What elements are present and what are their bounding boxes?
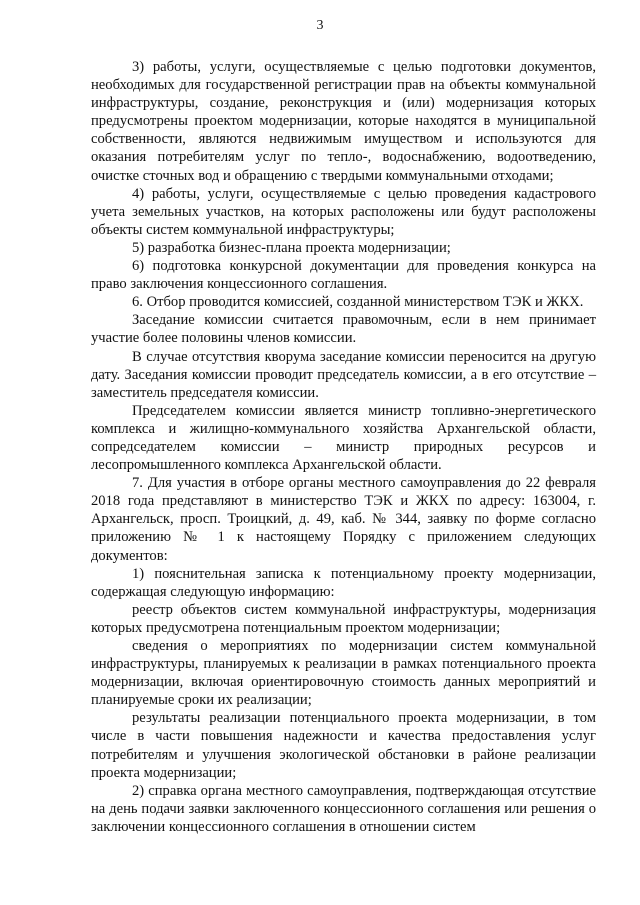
paragraph: В случае отсутствия кворума заседание комиссии переносится на другую дату. Заседания комиссии проводит председатель комиссии, а в его отсутствие – заместитель председателя комиссии.: [91, 348, 596, 401]
paragraph: 6. Отбор проводится комиссией, созданной министерством ТЭК и ЖКХ.: [132, 294, 584, 311]
page-number: 3: [316, 18, 324, 33]
paragraph: 2) справка органа местного самоуправления, подтверждающая отсутствие на день подачи заявки заключенного концессионного соглашения или решения о заключении концессионного соглашения в отношении систем: [91, 782, 596, 835]
paragraph: 4) работы, услуги, осуществляемые с целью проведения кадастрового учета земельных участков, на которых расположены или будут расположены объекты систем коммунальной инфраструктуры;: [91, 185, 596, 238]
paragraph: 3) работы, услуги, осуществляемые с целью подготовки документов, необходимых для государственной регистрации прав на объекты коммунальной инфраструктуры, создание, реконструкция и (или) модернизация которых предусмотрены проектом модернизации, которые находятся в муниципальной собственности, являются недвижимым имуществом и используются для оказания потребителям услуг по тепло-, водоснабжению, водоотведению, очистке сточных вод и обращению с твердыми коммунальными отходами;: [91, 59, 596, 184]
paragraph: реестр объектов систем коммунальной инфраструктуры, модернизация которых предусмотрена потенциальным проектом модернизации;: [91, 601, 596, 636]
document-body: [91, 58, 596, 836]
paragraph: Заседание комиссии считается правомочным, если в нем принимает участие более половины членов комиссии.: [91, 312, 596, 347]
paragraph: Председателем комиссии является министр топливно-энергетического комплекса и жилищно-коммунального хозяйства Архангельской области, сопредседателем комиссии – министр природных ресурсов и лесопромышленного комплекса Архангельской области.: [91, 402, 596, 474]
paragraph: 5) разработка бизнес-плана проекта модернизации;: [132, 239, 451, 256]
paragraph: 1) пояснительная записка к потенциальному проекту модернизации, содержащая следующую информацию:: [91, 565, 596, 600]
paragraph: 7. Для участия в отборе органы местного самоуправления до 22 февраля 2018 года представляют в министерство ТЭК и ЖКХ по адресу: 163004, г. Архангельск, просп. Троицкий, д. 49, каб. № 344, заявку по форме согласно приложению № 1 к настоящему Порядку с приложением следующих документов:: [91, 475, 596, 564]
paragraph: результаты реализации потенциального проекта модернизации, в том числе в части повышения надежности и качества предоставления услуг потребителям и улучшения экологической обстановки в районе реализации проекта модернизации;: [91, 710, 596, 781]
paragraph: 6) подготовка конкурсной документации для проведения конкурса на право заключения концессионного соглашения.: [91, 258, 596, 293]
paragraph: сведения о мероприятиях по модернизации систем коммунальной инфраструктуры, планируемых к реализации в рамках потенциального проекта модернизации, включая ориентировочную стоимость данных мероприятий и планируемые сроки их реализации;: [91, 638, 596, 709]
